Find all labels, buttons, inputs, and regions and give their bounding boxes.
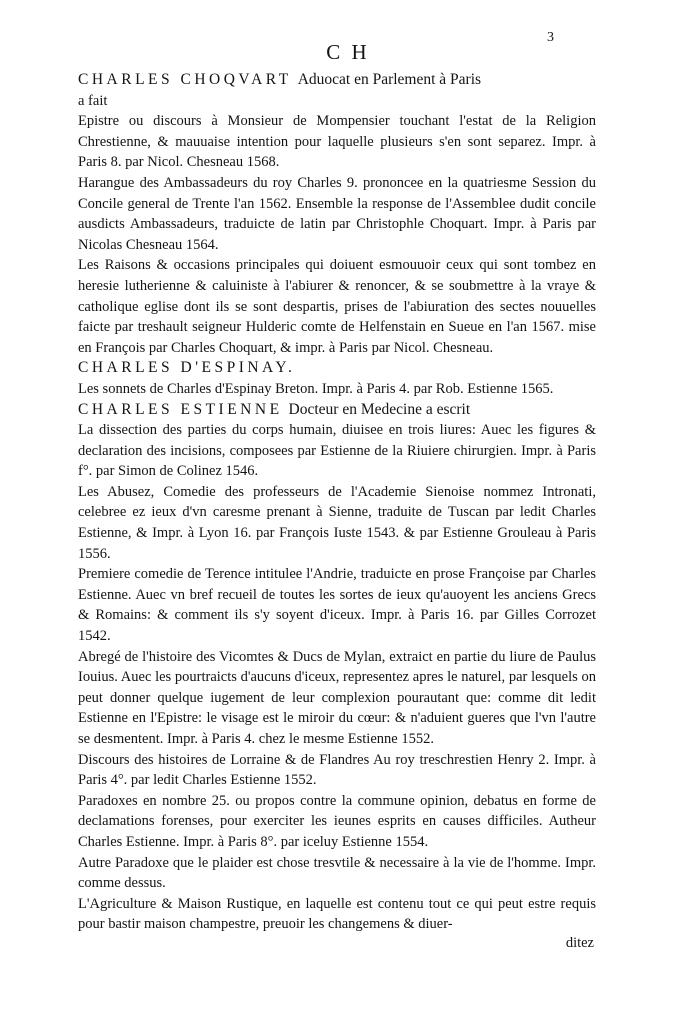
entry: Epistre ou discours à Monsieur de Mompensier touchant l'estat de la Religion Chrestienne, & mauuaise intention pour laquelle plusieurs s'en sont separez. Impr. à Paris 8. par Nicol. Chesneau 1568. xyxy=(78,113,596,171)
entry: Discours des histoires de Lorraine & de Flandres Au roy treschrestien Henry 2. Impr. à Paris 4°. par ledit Charles Estienne 1552. xyxy=(78,751,596,789)
entry: a fait xyxy=(78,92,108,109)
author-section xyxy=(78,400,596,935)
entry: Harangue des Ambassadeurs du roy Charles 9. prononcee en la quatriesme Session du Concile general de Trente l'an 1562. Ensemble la response de l'Assemblee dudit concile ausdicts Ambassadeurs, traduicte de latin par Christophle Choquart. Impr. à Paris par Nicolas Chesneau 1564. xyxy=(78,174,596,253)
author-heading xyxy=(78,400,596,421)
entry: Autre Paradoxe que le plaider est chose tresvtile & necessaire à la vie de l'homme. Impr. comme dessus. xyxy=(78,854,596,892)
author-description: Aduocat en Parlement à Paris xyxy=(297,71,482,88)
author-name: CHARLES D'ESPINAY. xyxy=(78,359,296,377)
page-content xyxy=(78,70,596,935)
author-heading xyxy=(78,70,596,91)
entry: Premiere comedie de Terence intitulee l'Andrie, traduicte en prose Françoise par Charles Estienne. Auec vn bref recueil de toutes les sortes de ieux qu'auoyent les anciens Grecs & Romains: & comment ils s'y soyent d'iceux. Impr. à Paris 16. par Gilles Corrozet 1542. xyxy=(78,566,596,645)
author-heading xyxy=(78,358,596,379)
entry: Paradoxes en nombre 25. ou propos contre la commune opinion, debatus en forme de declamations forenses, pour exerciter les ieunes esprits en causes difficiles. Autheur Charles Estienne. Impr. à Paris 8°. par iceluy Estienne 1554. xyxy=(78,792,596,850)
entry: La dissection des parties du corps humain, diuisee en trois liures: Auec les figures & declaration des incisions, composees par Estienne de la Riuiere chirurgien. Impr. à Paris f°. par Simon de Colinez 1546. xyxy=(78,422,596,480)
entry: Les sonnets de Charles d'Espinay Breton. Impr. à Paris 4. par Rob. Estienne 1565. xyxy=(78,380,554,397)
catchword: ditez xyxy=(565,935,594,951)
author-section xyxy=(78,70,596,358)
entry: Les Raisons & occasions principales qui doiuent esmouuoir ceux qui sont tombez en heresie lutherienne & caluiniste à l'abiurer & renoncer, & se soubmettre à la vraye & catholique eglise dont ils se sont despartis, prises de l'abiuration des sectes nouuelles faicte par treshault seigneur Hulderic comte de Helfenstain en Sueue en l'an 1567. mise en François par Charles Choquart, & impr. à Paris par Nicol. Chesneau. xyxy=(78,257,596,356)
author-section xyxy=(78,358,596,399)
page-header: C H xyxy=(326,40,370,64)
author-name: CHARLES ESTIENNE xyxy=(78,400,283,418)
entry: L'Agriculture & Maison Rustique, en laquelle est contenu tout ce qui peut estre requis pour bastir maison champestre, preuoir les changemens & diuer- xyxy=(78,895,596,933)
entry: Les Abusez, Comedie des professeurs de l'Academie Sienoise nommez Intronati, celebree ez ieux d'vn caresme prenant à Sienne, traduite de Tuscan par ledit Charles Estienne, & Impr. à Lyon 16. par François Iuste 1543. & par Estienne Grouleau à Paris 1556. xyxy=(78,483,596,562)
page-number: 3 xyxy=(547,30,554,45)
author-name: CHARLES CHOQVART xyxy=(78,71,292,88)
author-description: Docteur en Medecine a escrit xyxy=(288,400,471,418)
entry: Abregé de l'histoire des Vicomtes & Ducs de Mylan, extraict en partie du liure de Paulus Iouius. Auec les pourtraicts d'aucuns d'iceux, representez apres le naturel, par lesquels on peut donner quelque iugement de leur complexion pourautant que: comme dit ledit Estienne en l'Epistre: le visage est le miroir du cœur: & n'aduient gueres que l'vn l'autre se desmentent. Impr. à Paris 4. chez le mesme Estienne 1552. xyxy=(78,648,596,747)
